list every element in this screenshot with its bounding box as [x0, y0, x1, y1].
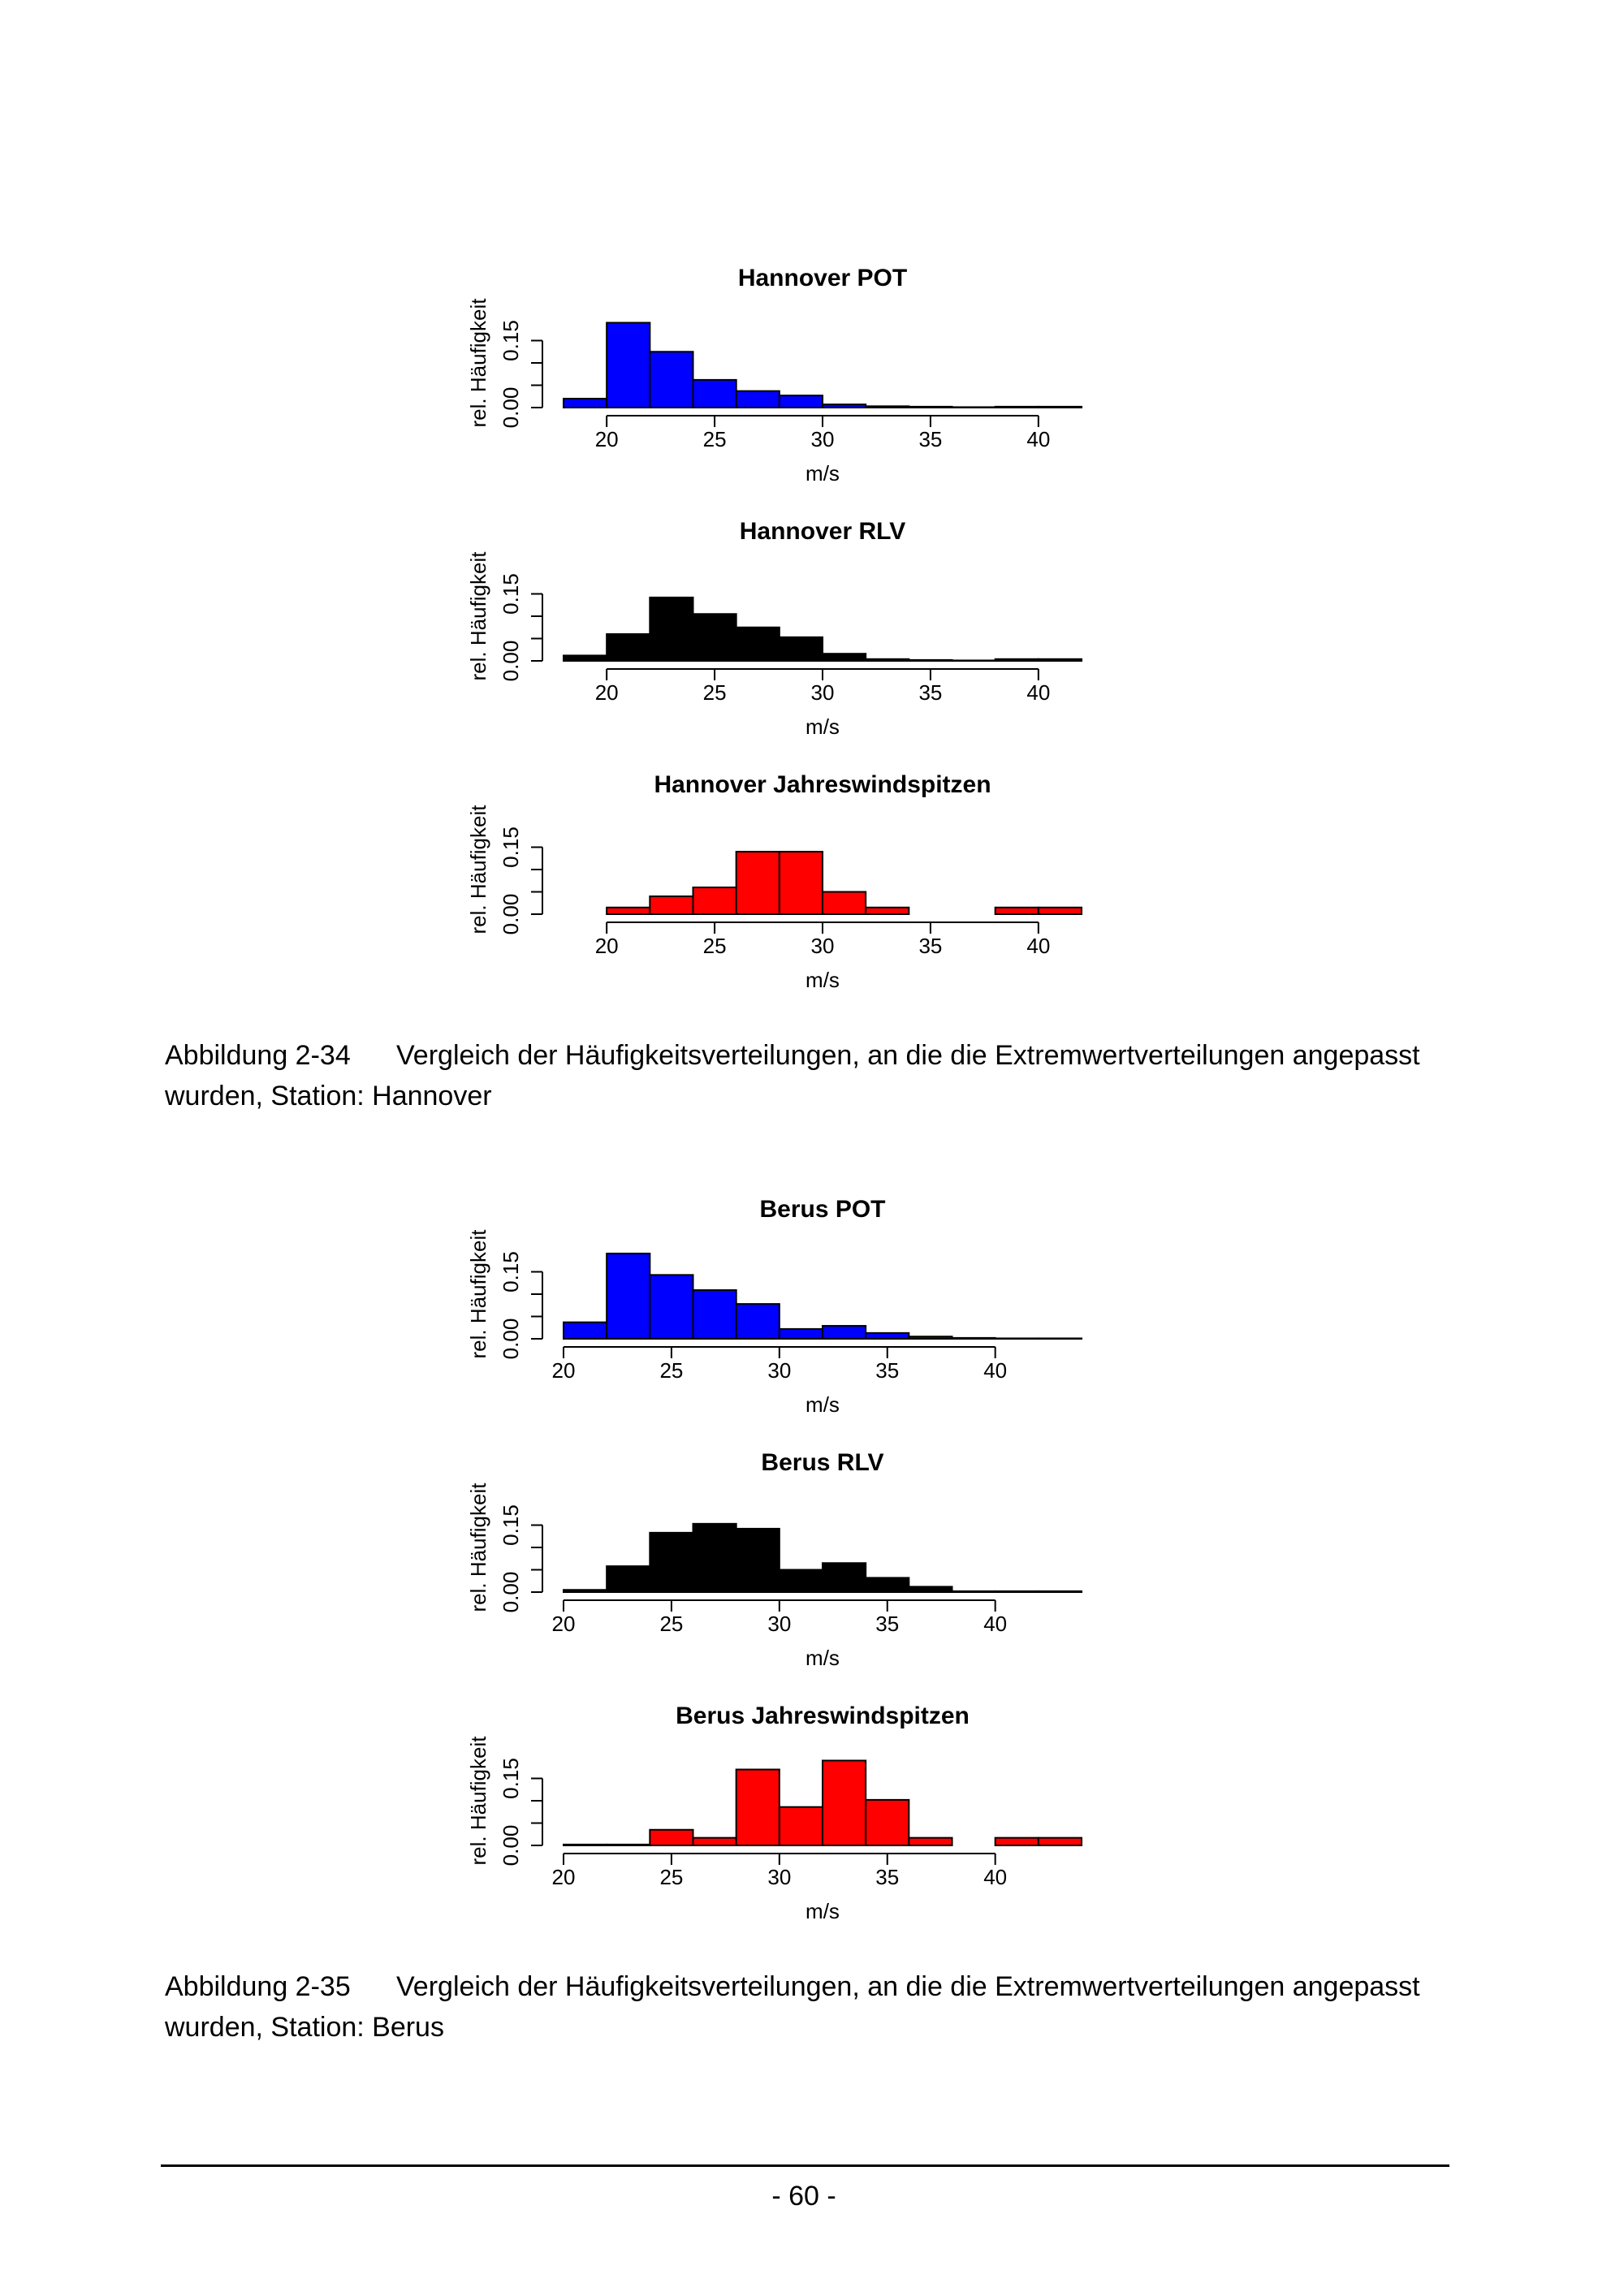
histogram-bar: [952, 1591, 996, 1592]
histogram-bar: [736, 391, 780, 408]
histogram-bar: [564, 655, 607, 661]
x-tick-label: 35: [875, 1358, 900, 1383]
x-tick-label: 30: [767, 1358, 792, 1383]
histogram-bar: [650, 1533, 693, 1592]
histogram-bar: [1039, 1591, 1082, 1592]
y-tick-label: 0.15: [499, 573, 523, 615]
histogram-bar: [607, 1566, 650, 1592]
histogram-bar: [607, 634, 650, 661]
chart-title: Berus POT: [759, 1196, 886, 1223]
histogram-bar: [909, 1838, 952, 1845]
y-tick-label: 0.00: [499, 640, 523, 682]
x-axis-label: m/s: [806, 968, 840, 992]
histogram-bar: [823, 404, 866, 408]
histogram-bar: [736, 852, 780, 914]
histogram-bar: [607, 908, 650, 914]
x-tick-label: 30: [767, 1865, 792, 1889]
x-tick-label: 30: [810, 427, 835, 451]
histogram-bar: [780, 1807, 823, 1845]
histogram-bar: [650, 598, 693, 661]
x-tick-label: 20: [594, 680, 619, 705]
histogram-bar: [780, 1329, 823, 1339]
berus-histogram-figure: [0, 1175, 1624, 1930]
histogram-bar: [996, 1591, 1039, 1592]
histogram-bar: [823, 1761, 866, 1846]
x-tick-label: 40: [983, 1865, 1008, 1889]
x-tick-label: 35: [918, 680, 943, 705]
histogram-bar: [866, 1333, 909, 1339]
histogram-bar: [996, 1338, 1039, 1339]
x-tick-label: 30: [810, 934, 835, 958]
x-tick-label: 25: [702, 427, 727, 451]
histogram-bar: [780, 395, 823, 408]
y-tick-label: 0.15: [499, 1758, 523, 1799]
x-tick-label: 40: [983, 1358, 1008, 1383]
histogram-panel: [466, 265, 1082, 486]
histogram-bar: [736, 1770, 780, 1846]
y-tick-label: 0.15: [499, 826, 523, 868]
y-axis-label: rel. Häufigkeit: [466, 551, 490, 681]
x-axis-label: m/s: [806, 1899, 840, 1923]
histogram-panel: [466, 1449, 1082, 1670]
x-tick-label: 35: [875, 1865, 900, 1889]
x-tick-label: 25: [659, 1358, 684, 1383]
caption-text: Vergleich der Häufigkeitsverteilungen, an die die Extremwertverteilungen angepasst wurden, Station: Berus: [165, 1971, 1420, 2043]
histogram-bar: [952, 407, 996, 408]
histogram-bar: [823, 1326, 866, 1339]
y-axis-label: rel. Häufigkeit: [466, 1482, 490, 1612]
y-axis-label: rel. Häufigkeit: [466, 1229, 490, 1359]
histogram-bar: [909, 407, 952, 408]
x-tick-label: 25: [659, 1612, 684, 1636]
histogram-bar: [650, 352, 693, 408]
chart-title: Hannover RLV: [739, 518, 906, 545]
histogram-bar: [693, 887, 736, 914]
chart-title: Hannover POT: [737, 265, 908, 291]
x-axis-label: m/s: [806, 1392, 840, 1417]
histogram-bar: [780, 637, 823, 661]
y-tick-label: 0.15: [499, 320, 523, 361]
histogram-bar: [1039, 1838, 1082, 1845]
x-tick-label: 35: [918, 427, 943, 451]
histogram-bar: [607, 323, 650, 408]
footer-rule: [161, 2164, 1449, 2167]
histogram-bar: [823, 1563, 866, 1592]
chart-title: Berus Jahreswindspitzen: [676, 1703, 970, 1729]
histogram-bar: [952, 660, 996, 661]
histogram-bar: [823, 892, 866, 915]
y-axis-label: rel. Häufigkeit: [466, 805, 490, 934]
histogram-bar: [952, 1338, 996, 1339]
histogram-bar: [909, 660, 952, 661]
y-tick-label: 0.00: [499, 893, 523, 935]
histogram-panel: [466, 771, 1082, 992]
x-tick-label: 25: [702, 680, 727, 705]
caption-number: Abbildung 2-34: [165, 1040, 351, 1071]
histogram-bar: [693, 1524, 736, 1592]
x-tick-label: 20: [594, 934, 619, 958]
histogram-bar: [693, 380, 736, 408]
histogram-bar: [650, 896, 693, 914]
histogram-bar: [1039, 908, 1082, 914]
x-tick-label: 40: [983, 1612, 1008, 1636]
y-tick-label: 0.00: [499, 1571, 523, 1613]
chart-title: Hannover Jahreswindspitzen: [654, 771, 991, 798]
x-tick-label: 25: [659, 1865, 684, 1889]
y-tick-label: 0.00: [499, 386, 523, 429]
histogram-bar: [866, 1577, 909, 1592]
histogram-bar: [866, 406, 909, 408]
x-axis-label: m/s: [806, 1646, 840, 1670]
histogram-bar: [650, 1275, 693, 1339]
histogram-bar: [1039, 407, 1082, 408]
histogram-bar: [693, 1838, 736, 1845]
histogram-bar: [564, 1590, 607, 1592]
hannover-histogram-figure: [0, 244, 1624, 999]
histogram-bar: [693, 1290, 736, 1339]
y-axis-label: rel. Häufigkeit: [466, 298, 490, 428]
x-tick-label: 20: [551, 1612, 576, 1636]
histogram-bar: [693, 614, 736, 661]
x-axis-label: m/s: [806, 461, 840, 486]
histogram-bar: [866, 1800, 909, 1845]
y-tick-label: 0.15: [499, 1504, 523, 1546]
histogram-bar: [780, 852, 823, 914]
histogram-bar: [564, 399, 607, 408]
x-tick-label: 30: [810, 680, 835, 705]
y-tick-label: 0.00: [499, 1318, 523, 1360]
histogram-bar: [866, 908, 909, 914]
caption-number: Abbildung 2-35: [165, 1971, 351, 2002]
histogram-bar: [736, 628, 780, 661]
histogram-bar: [866, 659, 909, 661]
histogram-bar: [996, 659, 1039, 661]
histogram-bar: [996, 1838, 1039, 1845]
x-tick-label: 35: [875, 1612, 900, 1636]
histogram-bar: [780, 1570, 823, 1593]
histogram-bar: [564, 1323, 607, 1339]
caption-text: Vergleich der Häufigkeitsverteilungen, an die die Extremwertverteilungen angepasst wurden, Station: Hannover: [165, 1040, 1420, 1111]
x-tick-label: 30: [767, 1612, 792, 1636]
y-axis-label: rel. Häufigkeit: [466, 1736, 490, 1866]
histogram-bar: [1039, 659, 1082, 661]
chart-title: Berus RLV: [761, 1449, 884, 1476]
x-tick-label: 20: [551, 1358, 576, 1383]
figure-caption-hannover: [165, 1035, 1480, 1116]
histogram-bar: [607, 1254, 650, 1339]
histogram-bar: [823, 654, 866, 661]
histogram-panel: [466, 1703, 1082, 1923]
histogram-bar: [909, 1586, 952, 1592]
histogram-panel: [466, 1196, 1082, 1417]
x-axis-label: m/s: [806, 714, 840, 739]
x-tick-label: 35: [918, 934, 943, 958]
histogram-bar: [909, 1336, 952, 1339]
x-tick-label: 20: [551, 1865, 576, 1889]
x-tick-label: 40: [1026, 680, 1051, 705]
histogram-panel: [466, 518, 1082, 739]
x-tick-label: 40: [1026, 934, 1051, 958]
x-tick-label: 40: [1026, 427, 1051, 451]
figure-caption-berus: [165, 1966, 1480, 2048]
histogram-bar: [996, 407, 1039, 408]
histogram-bar: [736, 1529, 780, 1592]
y-tick-label: 0.15: [499, 1251, 523, 1293]
histogram-bar: [650, 1830, 693, 1845]
x-tick-label: 20: [594, 427, 619, 451]
page-number: - 60 -: [771, 2181, 836, 2212]
histogram-bar: [1039, 1338, 1082, 1339]
y-tick-label: 0.00: [499, 1824, 523, 1867]
histogram-bar: [736, 1304, 780, 1339]
x-tick-label: 25: [702, 934, 727, 958]
histogram-bar: [996, 908, 1039, 914]
